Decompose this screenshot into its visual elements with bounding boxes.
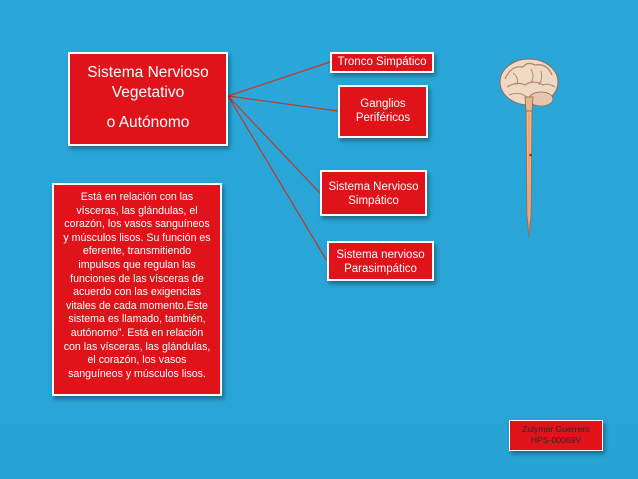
connector-ganglios <box>228 96 338 111</box>
desc-line: funciones de las vísceras de <box>70 272 204 285</box>
main-title-line3: o Autónomo <box>106 114 190 131</box>
main-title-line2: Vegetativo <box>111 84 185 101</box>
desc-line: sanguíneos y músculos lisos. <box>68 367 206 380</box>
desc-line: con las vísceras, las glándulas, <box>63 340 211 353</box>
desc-line: autónomo”. Está en relación <box>70 326 204 339</box>
branch-label-line2: Simpático <box>348 195 399 207</box>
branch-box-ganglios-perifericos <box>338 85 428 138</box>
branch-label-line1: Ganglios <box>360 98 406 110</box>
desc-line: impulsos que regulan las <box>78 258 196 271</box>
desc-line: acuerdo con las exigencias <box>73 286 201 299</box>
author-id: HPS-00069V <box>530 435 582 445</box>
branch-label: Tronco Simpático <box>337 56 427 68</box>
desc-line: eferente, transmitiendo <box>82 245 192 258</box>
branch-label-line1: Sistema Nervioso <box>328 181 419 193</box>
connector-tronco <box>228 62 330 96</box>
author-name: Zulymar Guerrero <box>522 424 590 434</box>
main-title-line1: Sistema Nervioso <box>87 64 209 81</box>
desc-line: el corazón, los vasos <box>87 354 187 367</box>
author-box <box>509 420 603 451</box>
branch-label-line2: Parasimpático <box>344 263 417 275</box>
desc-line: vitales de cada momento.Este <box>66 299 208 312</box>
branch-label-line1: Sistema nervioso <box>336 249 425 261</box>
branch-box-sistema-nervioso-simpatico <box>320 170 427 216</box>
connector-simpatico <box>228 96 320 193</box>
branch-box-tronco-simpatico <box>330 52 434 73</box>
desc-line: sistema es llamado, también, <box>68 313 206 326</box>
brain-spinal-cord-illustration <box>497 55 561 245</box>
connector-parasimpatico <box>228 96 327 261</box>
desc-line: y músculos lisos. Su función es <box>63 231 211 244</box>
branch-box-sistema-nervioso-parasimpatico <box>327 241 434 281</box>
branch-label-line2: Periféricos <box>355 112 411 124</box>
desc-line: Está en relación con las <box>80 191 194 203</box>
main-concept-box <box>68 52 228 146</box>
desc-line: corazón, los vasos sanguíneos <box>64 218 210 231</box>
description-box <box>52 183 222 396</box>
desc-line: vísceras, las glándulas, el <box>76 204 198 217</box>
